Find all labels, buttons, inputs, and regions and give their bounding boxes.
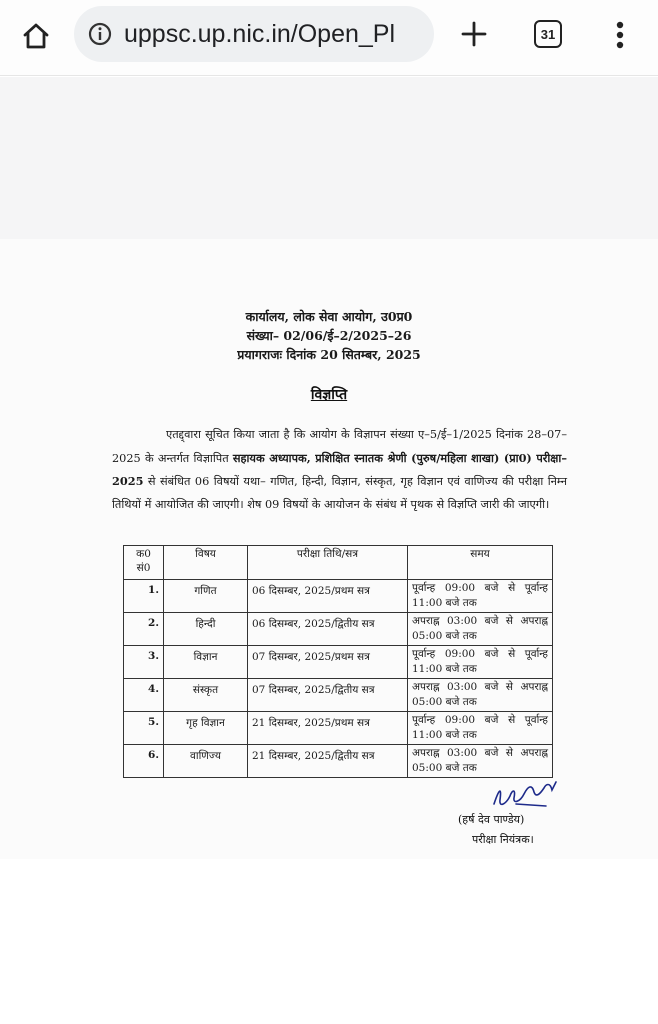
header-date: परीक्षा तिथि/सत्र: [248, 546, 408, 580]
row-time: पूर्वान्ह 09:00 बजे से पूर्वान्ह 11:00 बजे तक: [408, 580, 553, 613]
table-row: [124, 613, 553, 646]
row-subject: गणित: [164, 580, 248, 613]
row-time: अपराह्न 03:00 बजे से अपराह्न 05:00 बजे तक: [408, 679, 553, 712]
page-top-margin: [0, 77, 658, 239]
plus-icon: [460, 20, 488, 48]
row-serial: 6.: [124, 745, 164, 778]
url-text[interactable]: uppsc.up.nic.in/Open_Pl: [124, 19, 396, 48]
browser-toolbar: [0, 0, 658, 76]
row-date: 21 दिसम्बर, 2025/द्वितीय सत्र: [248, 745, 408, 778]
notice-title: विज्ञप्ति: [310, 387, 348, 403]
address-bar[interactable]: [74, 6, 434, 62]
row-serial: 4.: [124, 679, 164, 712]
table-row: [124, 712, 553, 745]
exam-schedule-table: [123, 545, 553, 778]
row-serial: 5.: [124, 712, 164, 745]
menu-button[interactable]: [608, 18, 632, 52]
table-row: [124, 745, 553, 778]
row-time: अपराह्न 03:00 बजे से अपराह्न 05:00 बजे तक: [408, 613, 553, 646]
row-serial: 3.: [124, 646, 164, 679]
row-date: 06 दिसम्बर, 2025/द्वितीय सत्र: [248, 613, 408, 646]
exam-name: सहायक अध्यापक, प्रशिक्षित स्नातक श्रेणी (पुरुष/महिला शाखा) (प्रा0) परीक्षा–2025: [112, 450, 567, 488]
table-row: [124, 679, 553, 712]
row-date: 21 दिसम्बर, 2025/प्रथम सत्र: [248, 712, 408, 745]
signatory-role: परीक्षा नियंत्रक।: [472, 833, 534, 846]
notice-paragraph: एतद्द्वारा सूचित किया जाता है कि आयोग के विज्ञापन संख्या ए–5/ई–1/2025 दिनांक 28–07–2025 के अन्तर्गत विज्ञापित सहायक अध्यापक, प्रशिक्षित स्नातक श्रेणी (पुरुष/महिला शाखा) (प्रा0) परीक्षा–2025 से संबंधित 06 विषयों यथा– गणित, हिन्दी, विज्ञान, संस्कृत, गृह विज्ञान एवं वाणिज्य की परीक्षा निम्न तिथियों में आयोजित की जाएगी। शेष 09 विषयों के आयोजन के संबंध में पृथक से विज्ञप्ति जारी की जाएगी।: [112, 428, 567, 511]
row-subject: संस्कृत: [164, 679, 248, 712]
reference-number: संख्या– 02/06/ई–2/2025–26: [246, 328, 412, 343]
row-subject: गृह विज्ञान: [164, 712, 248, 745]
more-vert-icon: [616, 21, 624, 49]
row-date: 07 दिसम्बर, 2025/प्रथम सत्र: [248, 646, 408, 679]
row-date: 06 दिसम्बर, 2025/प्रथम सत्र: [248, 580, 408, 613]
info-icon[interactable]: [88, 22, 112, 46]
row-time: पूर्वान्ह 09:00 बजे से पूर्वान्ह 11:00 बजे तक: [408, 646, 553, 679]
office-header: कार्यालय, लोक सेवा आयोग, उ0प्र0: [245, 309, 413, 324]
header-subject: विषय: [164, 546, 248, 580]
row-serial: 2.: [124, 613, 164, 646]
tab-switcher-button[interactable]: 31: [534, 20, 562, 48]
row-subject: विज्ञान: [164, 646, 248, 679]
header-serial: क0 सं0: [124, 546, 164, 580]
home-icon: [21, 21, 51, 51]
table-row: [124, 580, 553, 613]
table-row: [124, 646, 553, 679]
row-date: 07 दिसम्बर, 2025/द्वितीय सत्र: [248, 679, 408, 712]
row-subject: हिन्दी: [164, 613, 248, 646]
new-tab-button[interactable]: [456, 16, 492, 52]
row-subject: वाणिज्य: [164, 745, 248, 778]
place-date: प्रयागराजः दिनांक 20 सितम्बर, 2025: [237, 347, 421, 362]
header-time: समय: [408, 546, 553, 580]
row-time: पूर्वान्ह 09:00 बजे से पूर्वान्ह 11:00 बजे तक: [408, 712, 553, 745]
signatory-name: (हर्ष देव पाण्डेय): [458, 813, 525, 826]
home-button[interactable]: [16, 16, 56, 56]
row-serial: 1.: [124, 580, 164, 613]
row-time: अपराह्न 03:00 बजे से अपराह्न 05:00 बजे तक: [408, 745, 553, 778]
